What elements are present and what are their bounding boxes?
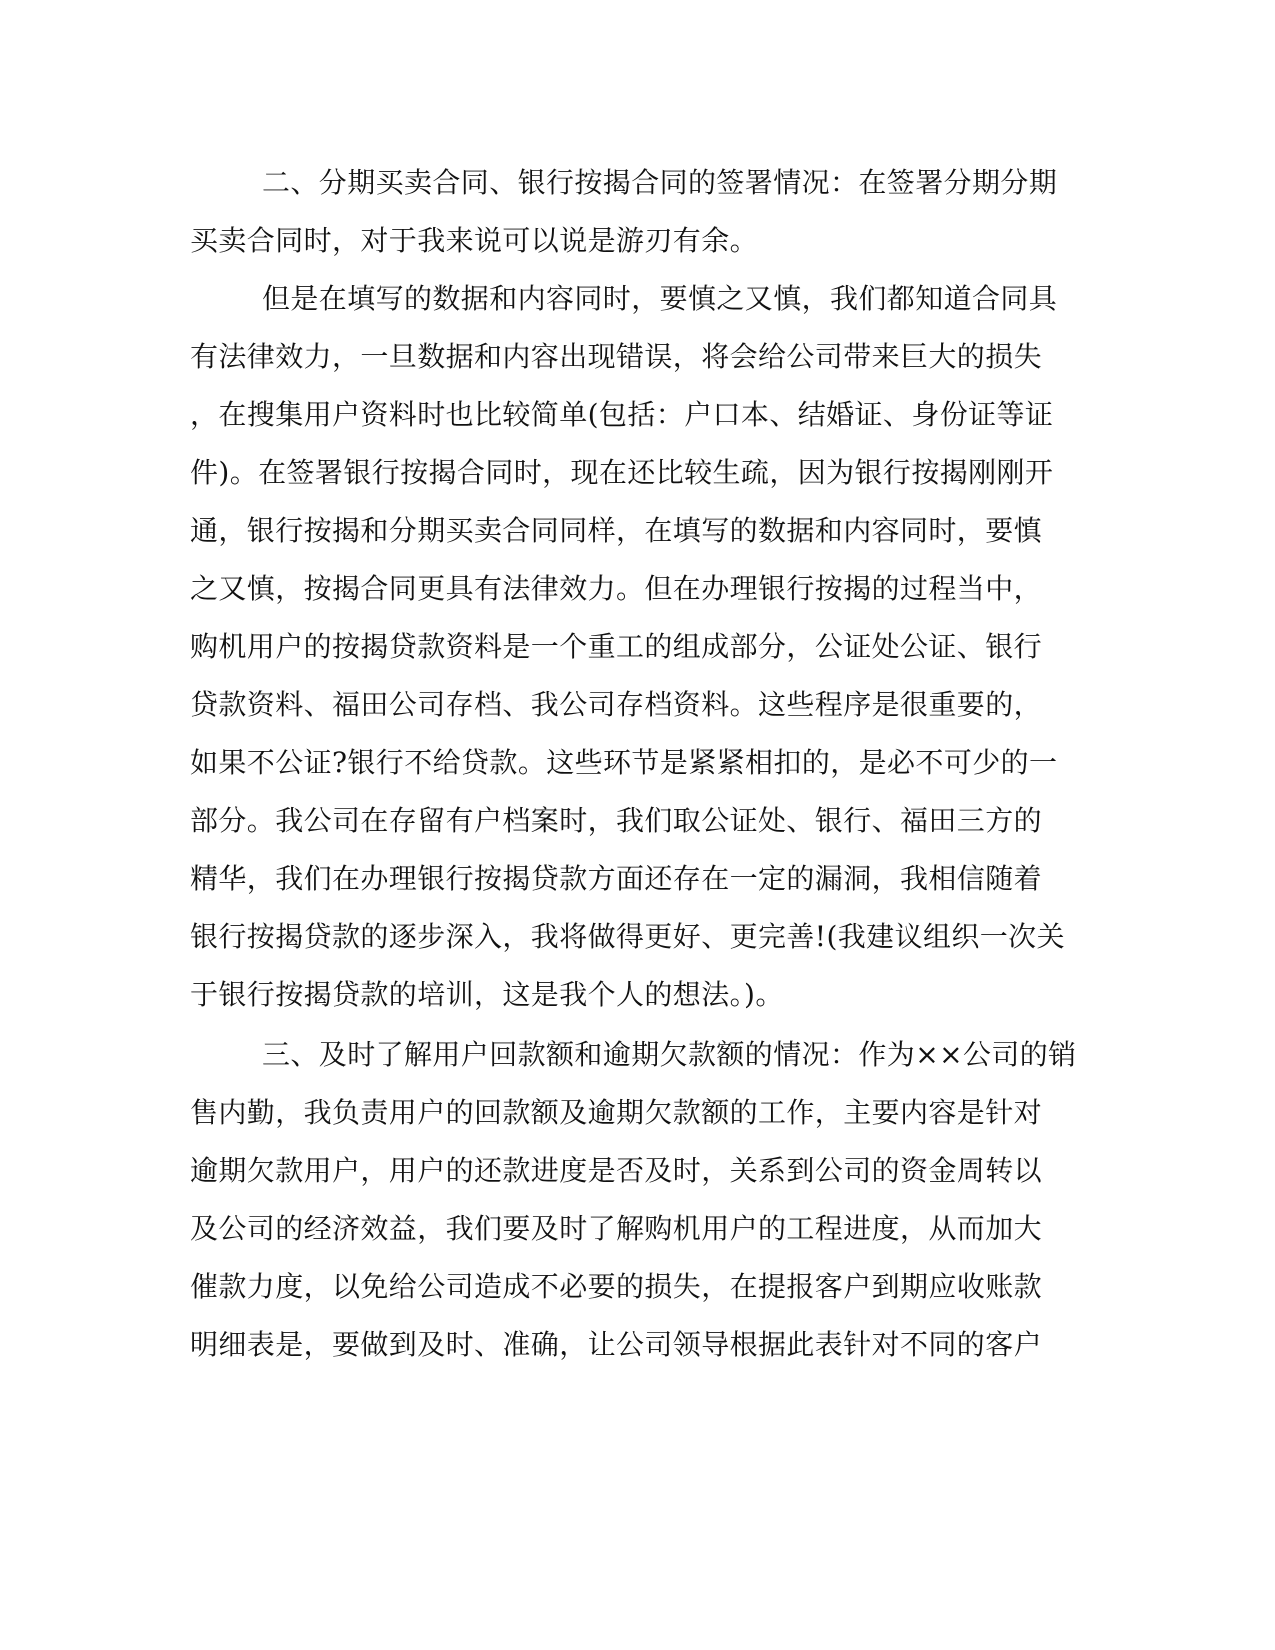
paragraph-3-line-9: 如果不公证?银行不给贷款。这些环节是紧紧相扣的，是必不可少的一 [190,746,1058,779]
paragraph-4-line-1: 三、及时了解用户回款额和逾期欠款额的情况：作为××公司的销 [262,1038,1077,1071]
paragraph-3-line-1: 但是在填写的数据和内容同时，要慎之又慎，我们都知道合同具 [262,282,1058,315]
paragraph-3-line-12: 银行按揭贷款的逐步深入，我将做得更好、更完善!(我建议组织一次关 [190,920,1065,953]
paragraph-3-line-3: ，在搜集用户资料时也比较简单(包括：户口本、结婚证、身份证等证 [190,398,1054,431]
paragraph-3-line-2: 有法律效力，一旦数据和内容出现错误，将会给公司带来巨大的损失 [190,340,1043,373]
paragraph-3-line-13: 于银行按揭贷款的培训，这是我个人的想法。)。 [190,978,784,1011]
paragraph-4-line-4: 及公司的经济效益，我们要及时了解购机用户的工程进度，从而加大 [190,1212,1043,1245]
paragraph-3-line-7: 购机用户的按揭贷款资料是一个重工的组成部分，公证处公证、银行 [190,630,1043,663]
paragraph-3-line-6: 之又慎，按揭合同更具有法律效力。但在办理银行按揭的过程当中， [190,572,1043,605]
paragraph-3-line-8: 贷款资料、福田公司存档、我公司存档资料。这些程序是很重要的， [190,688,1043,721]
paragraph-3-line-4: 件)。在签署银行按揭合同时，现在还比较生疏，因为银行按揭刚刚开 [190,456,1054,489]
paragraph-4-line-3: 逾期欠款用户，用户的还款进度是否及时，关系到公司的资金周转以 [190,1154,1043,1187]
paragraph-3-line-10: 部分。我公司在存留有户档案时，我们取公证处、银行、福田三方的 [190,804,1043,837]
paragraph-2-line-1: 二、分期买卖合同、银行按揭合同的签署情况：在签署分期分期 [262,166,1058,199]
paragraph-2-line-2: 买卖合同时，对于我来说可以说是游刃有余。 [190,224,759,257]
paragraph-3-line-5: 通，银行按揭和分期买卖合同同样，在填写的数据和内容同时，要慎 [190,514,1043,547]
paragraph-4-line-5: 催款力度，以免给公司造成不必要的损失，在提报客户到期应收账款 [190,1270,1043,1303]
paragraph-4-line-6: 明细表是，要做到及时、准确，让公司领导根据此表针对不同的客户 [190,1328,1043,1361]
paragraph-3-line-11: 精华，我们在办理银行按揭贷款方面还存在一定的漏洞，我相信随着 [190,862,1043,895]
paragraph-4-line-2: 售内勤，我负责用户的回款额及逾期欠款额的工作，主要内容是针对 [190,1096,1043,1129]
